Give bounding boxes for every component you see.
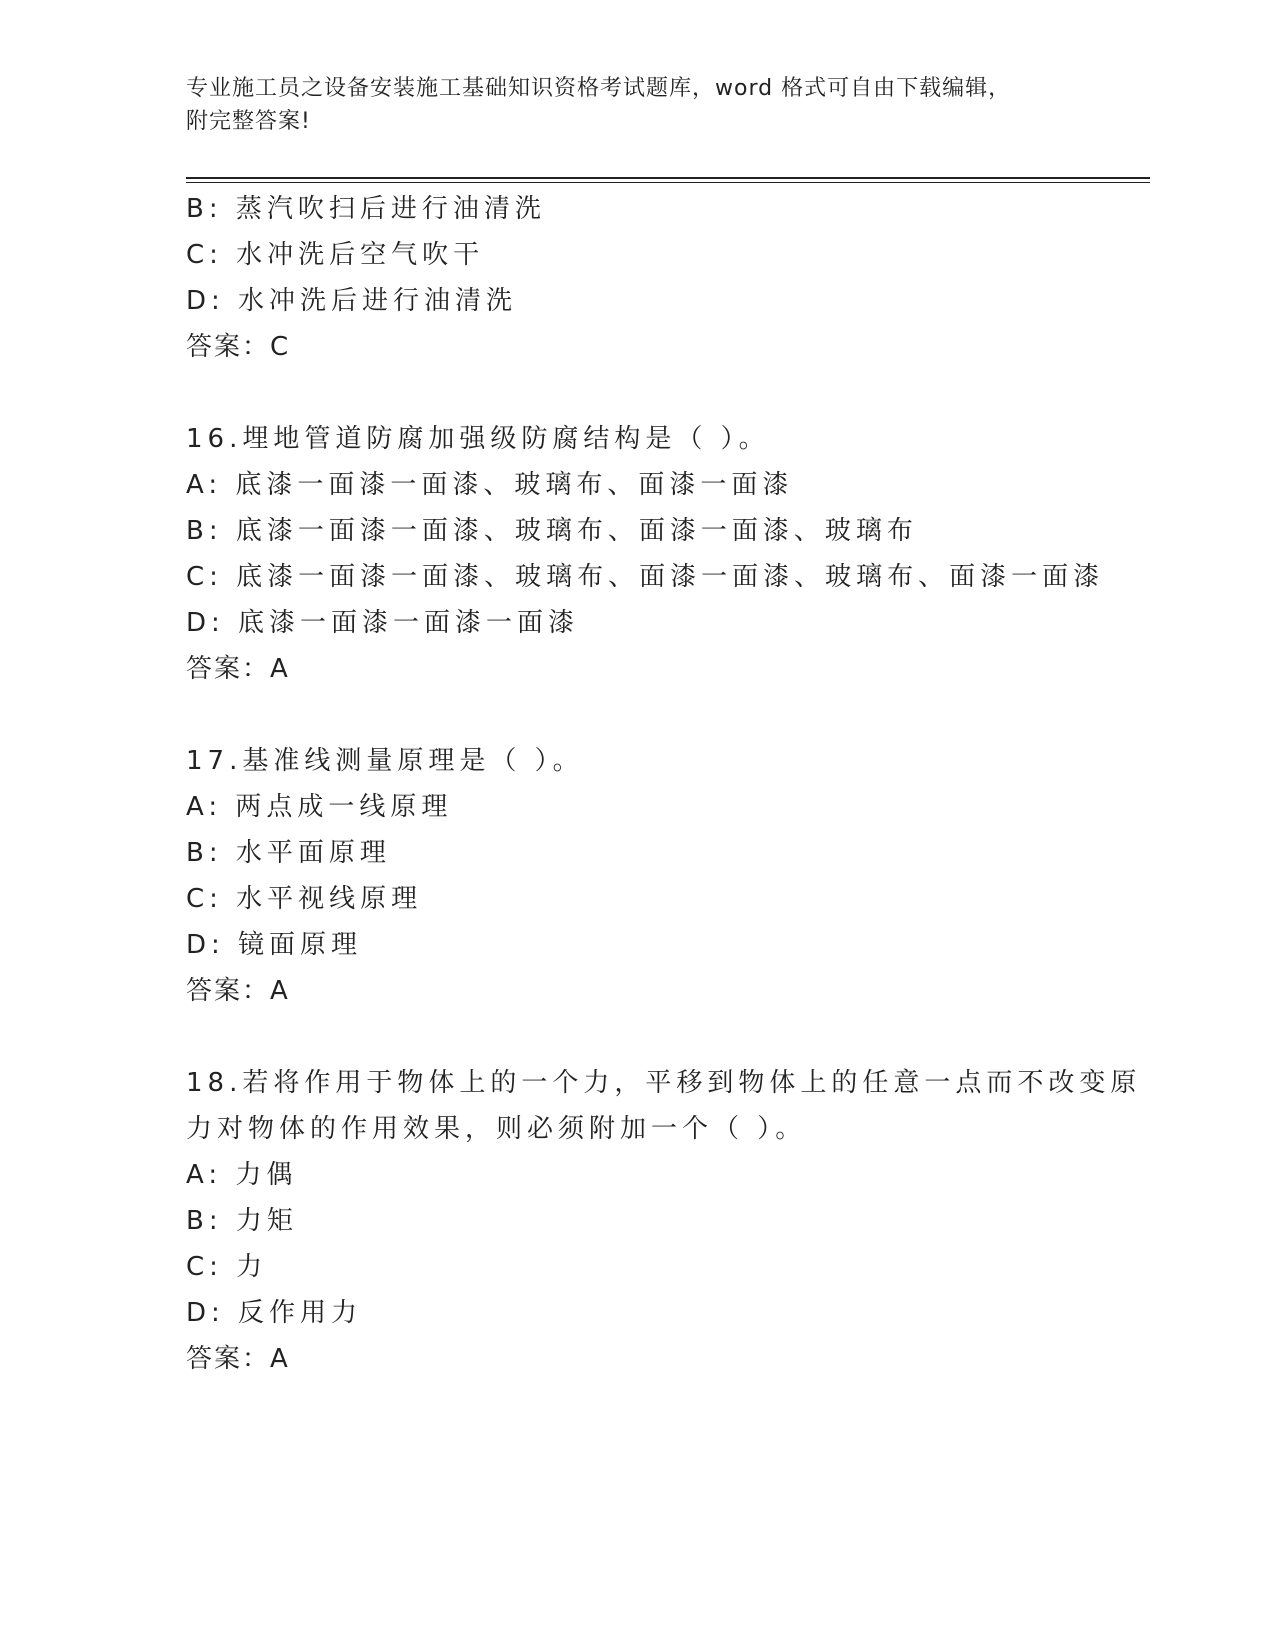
answer-line: 答案：A <box>186 1344 290 1374</box>
option-b: B: 蒸汽吹扫后进行油清洗 <box>186 194 546 224</box>
option-d: D: 水冲洗后进行油清洗 <box>186 286 518 316</box>
option-a: A: 两点成一线原理 <box>186 792 453 822</box>
option-d: D: 底漆一面漆一面漆一面漆 <box>186 608 580 638</box>
question-text: 16.埋地管道防腐加强级防腐结构是（ ）。 <box>186 424 770 454</box>
option-c: C: 力 <box>186 1252 268 1282</box>
header-line-2: 附完整答案! <box>186 109 311 134</box>
document-header <box>186 72 1086 138</box>
document-body <box>186 186 1146 1382</box>
option-b: B: 水平面原理 <box>186 838 391 868</box>
option-b: B: 底漆一面漆一面漆、玻璃布、面漆一面漆、玻璃布 <box>186 516 918 546</box>
question-text: 17.基准线测量原理是（ ）。 <box>186 746 584 776</box>
option-c: C: 水冲洗后空气吹干 <box>186 240 485 270</box>
question-16 <box>186 416 1146 692</box>
header-divider-thick <box>186 177 1150 179</box>
option-b: B: 力矩 <box>186 1206 298 1236</box>
option-a: A: 力偶 <box>186 1160 298 1190</box>
answer-line: 答案：A <box>186 976 290 1006</box>
question-15-continued <box>186 186 1146 370</box>
answer-line: 答案：A <box>186 654 290 684</box>
header-line-1: 专业施工员之设备安装施工基础知识资格考试题库，word 格式可自由下载编辑， <box>186 76 1012 101</box>
question-text-line-1: 18.若将作用于物体上的一个力，平移到物体上的任意一点而不改变原 <box>186 1068 1142 1098</box>
option-c: C: 水平视线原理 <box>186 884 423 914</box>
option-a: A: 底漆一面漆一面漆、玻璃布、面漆一面漆 <box>186 470 794 500</box>
question-18 <box>186 1060 1146 1382</box>
header-divider-thin <box>186 182 1150 183</box>
option-d: D: 反作用力 <box>186 1298 363 1328</box>
answer-line: 答案：C <box>186 332 291 362</box>
question-text-line-2: 力对物体的作用效果，则必须附加一个（ ）。 <box>186 1114 807 1144</box>
option-d: D: 镜面原理 <box>186 930 363 960</box>
question-17 <box>186 738 1146 1014</box>
option-c: C: 底漆一面漆一面漆、玻璃布、面漆一面漆、玻璃布、面漆一面漆 <box>186 562 1105 592</box>
